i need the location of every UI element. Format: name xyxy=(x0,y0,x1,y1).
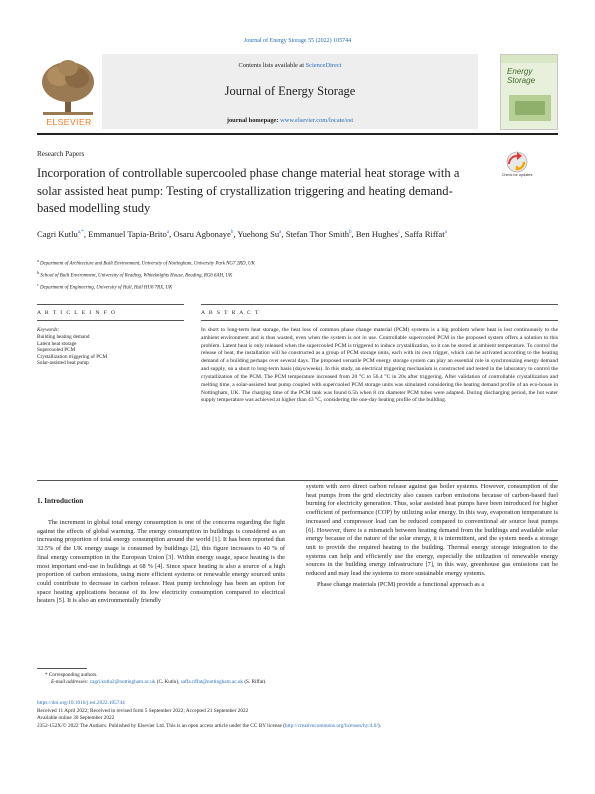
author-name: Cagri Kutlu xyxy=(37,228,78,239)
intro-paragraph-2: Phase change materials (PCM) provide a functional approach as a xyxy=(317,580,485,588)
license-line xyxy=(37,723,558,731)
keywords-label: Keywords: xyxy=(37,327,60,333)
author[interactable] xyxy=(37,229,84,239)
author[interactable] xyxy=(405,229,447,239)
body-column-right xyxy=(306,483,558,589)
corresponding-note: * Corresponding authors. xyxy=(45,672,98,678)
homepage-prefix: journal homepage: xyxy=(226,117,281,124)
author[interactable] xyxy=(88,229,169,239)
affiliation-mark: c xyxy=(37,282,39,288)
author-list: Cagri Kutlu$^{a,*}$, Emmanuel Tapia-Brito$^a$, Osaru Agbonaye$^b$, Yuehong Su$^a$, Stefan Thor Smith$^b$, Ben Hughes$^c$, Saffa Riffat$^a$ xyxy=(37,228,447,239)
introduction-heading: 1. Introduction xyxy=(37,497,84,505)
journal-homepage-line xyxy=(102,117,478,124)
check-updates-icon xyxy=(500,150,534,174)
affiliation-mark: a xyxy=(37,258,39,263)
contents-available-line xyxy=(102,62,478,69)
journal-cover xyxy=(500,54,558,130)
email-link-2[interactable]: saffa.riffat@nottingham.ac.uk xyxy=(180,679,244,686)
doi-link[interactable]: https://doi.org/10.1016/j.est.2022.105744 xyxy=(37,700,125,706)
author[interactable] xyxy=(173,229,233,239)
author-name: Osaru Agbonaye xyxy=(173,228,231,239)
keyword-item: Building heating demand xyxy=(37,334,90,340)
section-label: Research Papers xyxy=(37,150,85,158)
received-dates: Received 11 April 2022; Received in revised form 5 September 2022; Accepted 21 September 2022 xyxy=(37,707,249,714)
abstract-text: In short to long-term heat storage, the heat loss of common phase change material (PCM) systems is a big problem where heat is lost continuously to the ambient environment and is thus wasted, even when the system is not in use. Controllable supercooled PCM in the proposed system offers a solution to this problem. Latent heat is only released when the supercooled PCM is triggered to induce crystallization, so it can be stored at ambient temperature. To control the release of heat, the installation will be constructed as a group of PCM storage units, each with its own trigger, which can be activated according to the heating demand of a building perhaps over several days. The proposed versatile PCM energy storage system can play an essential role in synchronizing energy demand and supply, on a short to long-term basis (days/weeks). In this study, an electrical triggering mechanism is constructed and tested in the laboratory to control the crystallization of the PCM. The PCM temperature increased from 20 °C to 56.4 °C in 20s after triggering. After validation of controllable crystallization and melting time, a solar-assisted heat pump coupled with supercooled PCM storage units was simulated considering the heating demand profile of an eco-house in Nottingham, UK. The charging time of the PCM tank was found 6.5h when 8 cm diameter PCM tubes were adapted. During discharging period, the hot water supply temperature was achieved at higher than 43 °C, considering the one-day heating profile of the building. xyxy=(201,327,558,404)
author-affiliation-mark[interactable]: a,* xyxy=(77,230,84,235)
keyword-list xyxy=(37,334,177,367)
article-info-heading: A R T I C L E I N F O xyxy=(37,310,117,316)
body-column-left xyxy=(37,519,285,606)
header-rule xyxy=(37,133,558,135)
license-link[interactable]: http://creativecommons.org/licenses/by/4.0/ xyxy=(284,722,378,729)
abstract-rule-bottom xyxy=(201,320,558,321)
author[interactable] xyxy=(237,229,281,239)
elsevier-logo xyxy=(37,54,99,130)
journal-reference[interactable]: Journal of Energy Storage 55 (2022) 105744 xyxy=(243,38,352,44)
author-affiliation-mark[interactable]: a xyxy=(444,230,447,235)
keyword-item: Supercooled PCM xyxy=(37,347,76,354)
paper-title: Incorporation of controllable supercooled phase change material heat storage with a solar assisted heat pump: Testing of crystallization triggering and heating demand-based modelling study xyxy=(37,166,460,215)
author-name: Stefan Thor Smith xyxy=(285,228,350,239)
intro-paragraph-1-cont: system with zero direct carbon release against gas boiler systems. However, consumption of the heat pumps from the grid electricity also causes carbon emissions because of carbon-based fuel burning for electricity generation. Thus, solar assisted heat pumps have been introduced for higher coefficient of performance (COP) by utilizing solar energy. In this way, evaporation temperature is increased and compressor load can be reduced compared to conventional air source heat pumps [6]. However, there is a mismatch between heating demand from the buildings and available solar energy because of the nature of the solar energy, it is intermittent, and the system needs a storage unit to provide the required heating to the building. Thermal energy storage integration to the systems can help and efficiently use the energy, especially the utilization of renewable energy sources in the building energy infrastructure [7], in this way, greenhouse gas emissions can be reduced and may lead the systems to more sustainable energy systems. xyxy=(306,483,558,578)
affiliation xyxy=(37,257,517,269)
abstract-heading: A B S T R A C T xyxy=(201,310,260,316)
author-name: Saffa Riffat xyxy=(404,228,445,239)
email-name-1: (C. Kutlu), xyxy=(155,679,181,686)
keyword-item: Crystallization triggering of PCM xyxy=(37,353,108,360)
author-affiliation-mark[interactable]: b xyxy=(349,230,352,235)
author-affiliation-mark[interactable]: c xyxy=(398,230,401,235)
article-info-rule-top xyxy=(37,304,184,305)
author-name: Yuehong Su xyxy=(237,228,280,239)
footnotes xyxy=(37,672,558,687)
footnote-rule xyxy=(37,668,87,669)
check-for-updates-badge[interactable] xyxy=(500,150,534,184)
sciencedirect-link[interactable]: ScienceDirect xyxy=(305,62,342,69)
author-name: Ben Hughes xyxy=(355,228,399,239)
author-affiliation-mark[interactable]: b xyxy=(230,230,234,235)
affiliation xyxy=(37,269,517,281)
cover-title: Energy Storage xyxy=(507,67,536,85)
abstract-end-rule xyxy=(37,480,558,481)
affiliation-text: School of Built Environment, University of Reading, Whiteknights House, Reading, RG6 6AH, UK xyxy=(40,273,233,279)
email-line xyxy=(37,679,558,686)
keyword-item: Latent heat storage xyxy=(37,340,77,347)
author-affiliation-mark[interactable]: a xyxy=(279,230,282,235)
affiliation-mark: b xyxy=(37,270,39,276)
affiliation-text: Department of Architecture and Built Environment, University of Nottingham, University Park NG7 2RD, UK xyxy=(40,261,255,267)
journal-title: Journal of Energy Storage xyxy=(224,84,356,98)
email-name-2: (S. Riffat). xyxy=(243,679,267,686)
check-updates-label: Check for updates xyxy=(501,173,533,177)
author[interactable] xyxy=(286,229,352,239)
keyword-item: Solar-assisted heat pump xyxy=(37,360,89,367)
contents-prefix: Contents lists available at xyxy=(238,62,306,69)
license-prefix: 2352-152X/© 2022 The Authors. Published by Elsevier Ltd. This is an open access article under the CC BY license ( xyxy=(37,722,285,729)
author-affiliation-mark[interactable]: a xyxy=(166,230,170,235)
email-link-1[interactable]: cagri.kutlu2@nottingham.ac.uk xyxy=(89,679,156,686)
abstract-rule-top xyxy=(201,304,558,305)
license-suffix: ). xyxy=(377,722,381,729)
email-label: E-mail addresses: xyxy=(51,679,90,686)
affiliation-text: Department of Engineering, University of Hull, Hull HU6 7RX, UK xyxy=(40,285,173,291)
affiliation-list xyxy=(37,257,517,293)
article-history xyxy=(37,700,558,730)
author[interactable] xyxy=(356,229,400,239)
article-info-rule-bottom xyxy=(37,320,184,321)
affiliation xyxy=(37,281,517,293)
available-online: Available online 30 September 2022 xyxy=(37,715,115,722)
elsevier-wordmark: ELSEVIER xyxy=(46,117,92,127)
intro-paragraph-1: The increment in global total energy consumption is one of the concerns regarding the fight against the effects of global warming. The energy consumption in buildings is considered as an increasing proportion of total energy consumption around the world [1]. It has been reported that 32.5% of the UK energy usage is consumed by buildings [2], this figure increases to 40 % of final energy consumption in the European Union [3]. Within energy usage, space heating is the most important end-use in buildings at 68 % [4]. Since space heating is also a source of a high proportion of carbon emissions, using more efficient systems or renewable energy sourced units could contribute to decrease in carbon release. Heat pump technology has been an option for space heating applications because of its low electricity consumption compared to electrical heaters [5]. It is also an environmentally friendly xyxy=(37,519,285,605)
author-name: Emmanuel Tapia-Brito xyxy=(88,228,167,239)
homepage-link[interactable]: www.elsevier.com/locate/est xyxy=(280,117,354,124)
